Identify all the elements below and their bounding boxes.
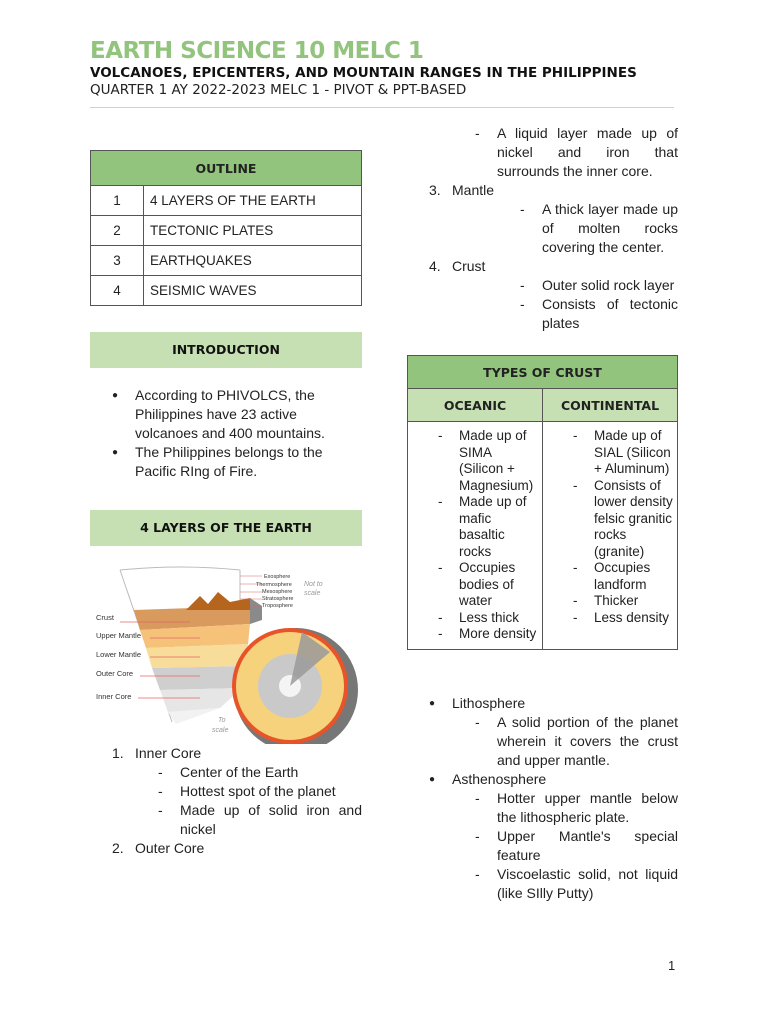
outline-item: 4 LAYERS OF THE EARTH (144, 186, 362, 216)
list-item: ● The Philippines belongs to the Pacific RIng of Fire. (90, 443, 362, 481)
outline-num: 4 (91, 276, 144, 306)
list-number: 3. (429, 182, 441, 198)
outline-num: 2 (91, 216, 144, 246)
list-item (407, 257, 678, 333)
sphere-points (452, 789, 678, 903)
stratosphere-label: Stratosphere (262, 596, 294, 602)
page-number: 1 (668, 958, 676, 973)
troposphere-label: Troposphere (262, 603, 293, 609)
outline-item: EARTHQUAKES (144, 246, 362, 276)
upper-mantle-label: Upper Mantle (96, 631, 142, 640)
list-item: - A liquid layer made up of nickel and iron that surrounds the inner core. (407, 124, 678, 181)
table-row (91, 186, 362, 216)
layers-list-right (407, 181, 678, 333)
list-item: - Hotter upper mantle below the lithospheric plate. (452, 789, 678, 827)
oceanic-list (408, 428, 538, 643)
layer-name: Mantle (452, 182, 495, 198)
continental-header: CONTINENTAL (543, 389, 678, 422)
outline-item: TECTONIC PLATES (144, 216, 362, 246)
thermosphere-label: Thermosphere (256, 582, 292, 588)
layers-heading: 4 LAYERS OF THE EARTH (90, 510, 362, 546)
not-to-scale-label-2: scale (304, 590, 321, 597)
document-subtitle: VOLCANOES, EPICENTERS, AND MOUNTAIN RANGES IN THE PHILIPPINES (90, 65, 637, 81)
spheres-list (407, 694, 678, 903)
introduction-list (90, 386, 362, 481)
list-item: - Thicker (543, 593, 673, 610)
list-item: - Made up of solid iron and nickel (135, 801, 362, 839)
layer-points (452, 276, 678, 333)
introduction-heading: INTRODUCTION (90, 332, 362, 368)
list-number: 4. (429, 258, 441, 274)
sphere-name: Lithosphere (452, 694, 526, 711)
layers-list (90, 744, 362, 858)
header-divider (90, 107, 674, 108)
layer-points (452, 200, 678, 257)
list-item: - Made up of SIMA (Silicon + Magnesium) (408, 428, 538, 494)
document-title: EARTH SCIENCE 10 MELC 1 (90, 38, 424, 64)
continental-cell (543, 422, 678, 650)
list-item (407, 181, 678, 257)
list-number: 2. (112, 840, 124, 856)
list-item (407, 770, 678, 903)
layer-name: Outer Core (135, 840, 205, 856)
list-item: - Hottest spot of the planet (135, 782, 362, 801)
layer-points (135, 763, 362, 839)
list-item (90, 744, 362, 839)
outline-table (90, 150, 362, 306)
table-row (91, 246, 362, 276)
list-number: 1. (112, 745, 124, 761)
outline-heading: OUTLINE (91, 151, 362, 186)
sphere-name: Asthenosphere (452, 770, 547, 787)
exosphere-label: Exosphere (264, 574, 291, 580)
continental-list (543, 428, 673, 626)
outer-core-points (407, 124, 678, 181)
not-to-scale-label-1: Not to (304, 581, 323, 588)
layer-name: Inner Core (135, 745, 202, 761)
inner-core-label: Inner Core (96, 692, 132, 701)
list-item: - A thick layer made up of molten rocks covering the center. (452, 200, 678, 257)
outer-core-label: Outer Core (96, 669, 134, 678)
list-item: - Occupies landform (543, 560, 673, 593)
document-header (90, 38, 680, 99)
oceanic-header: OCEANIC (408, 389, 543, 422)
list-item: - Consists of lower density felsic granitic rocks (granite) (543, 478, 673, 561)
earth-layers-illustration (90, 566, 362, 744)
list-item: - Made up of SIAL (Silicon + Aluminum) (543, 428, 673, 478)
document-quarter-line: QUARTER 1 AY 2022-2023 MELC 1 - PIVOT & PPT-BASED (90, 82, 467, 98)
list-item: - Less thick (408, 610, 538, 627)
table-row (91, 276, 362, 306)
list-item (407, 694, 678, 770)
to-scale-label-1: To (218, 717, 226, 724)
list-item: - Viscoelastic solid, not liquid (like SIlly Putty) (452, 865, 678, 903)
layers-list-continued (407, 124, 678, 333)
list-item: - A solid portion of the planet wherein it covers the crust and upper mantle. (452, 713, 678, 770)
oceanic-cell (408, 422, 543, 650)
list-item: - Consists of tectonic plates (452, 295, 678, 333)
outline-num: 3 (91, 246, 144, 276)
table-row (91, 216, 362, 246)
layer-name: Crust (452, 258, 486, 274)
list-item: - Occupies bodies of water (408, 560, 538, 610)
list-item: - Upper Mantle's special feature (452, 827, 678, 865)
list-item: ● According to PHIVOLCS, the Philippines have 23 active volcanoes and 400 mountains. (90, 386, 362, 443)
list-item: - Outer solid rock layer (452, 276, 678, 295)
crust-label: Crust (96, 613, 114, 622)
mesosphere-label: Mesosphere (262, 589, 293, 595)
to-scale-label-2: scale (212, 727, 229, 734)
types-of-crust-table (407, 355, 678, 650)
list-item: - Made up of mafic basaltic rocks (408, 494, 538, 560)
table-row (408, 422, 678, 650)
outline-num: 1 (91, 186, 144, 216)
left-column (90, 150, 362, 858)
sphere-points (452, 713, 678, 770)
list-item: - Less density (543, 610, 673, 627)
list-item: - Center of the Earth (135, 763, 362, 782)
list-item: - More density (408, 626, 538, 643)
outline-item: SEISMIC WAVES (144, 276, 362, 306)
list-item (90, 839, 362, 858)
lower-mantle-label: Lower Mantle (96, 650, 142, 659)
right-column (407, 124, 678, 903)
crust-table-heading: TYPES OF CRUST (408, 356, 678, 389)
earth-layers-figure (90, 566, 362, 744)
